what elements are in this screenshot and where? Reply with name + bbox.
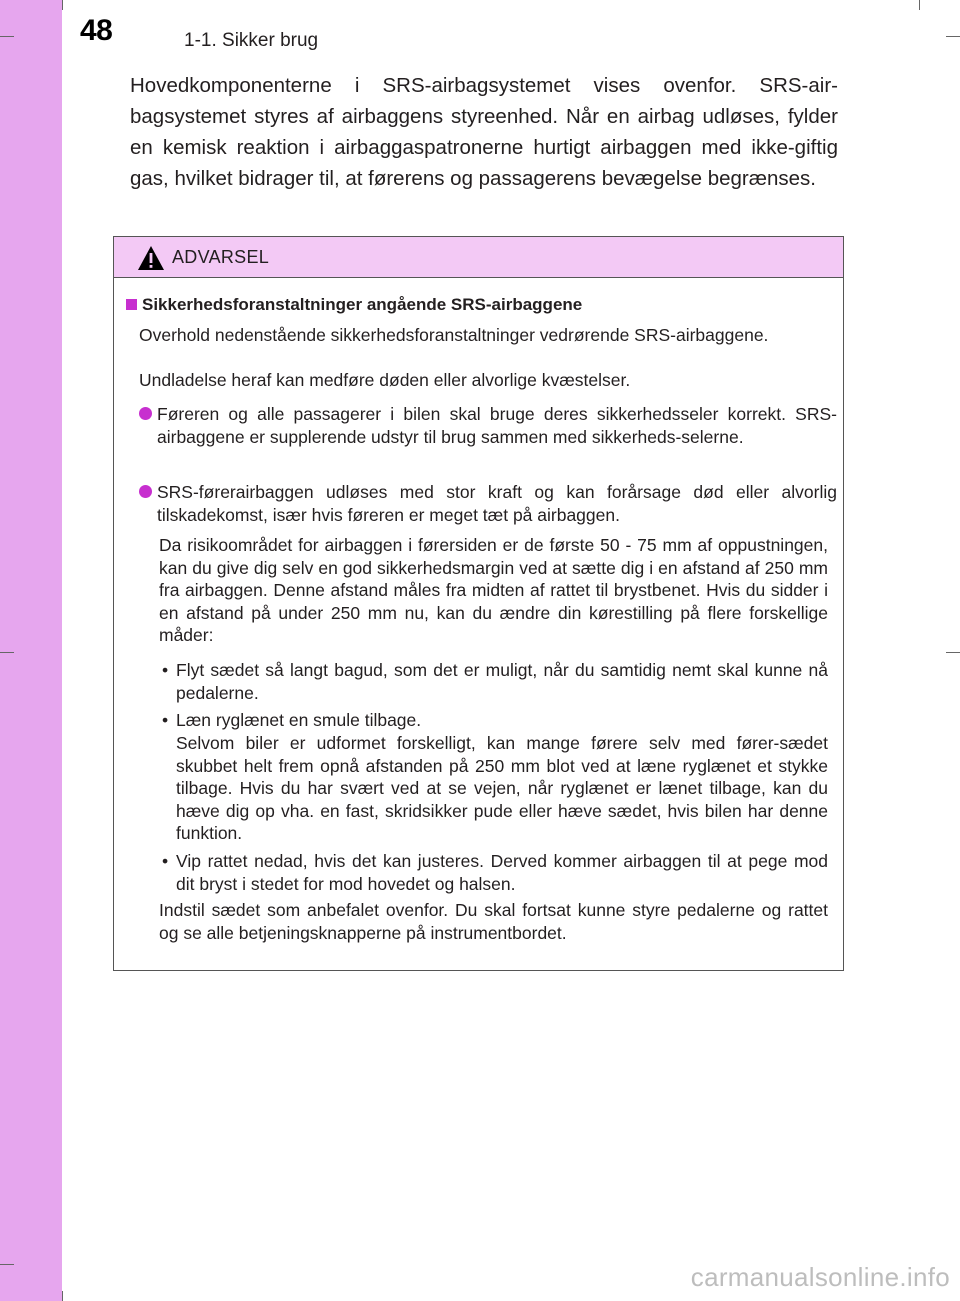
list-item: Læn ryglænet en smule tilbage.	[176, 710, 422, 730]
round-bullet-icon	[139, 407, 152, 420]
warning-heading	[126, 295, 582, 315]
list-bullet: •	[162, 710, 169, 730]
list-item: Flyt sædet så langt bagud, som det er muligt, når du samtidig nemt skal kunne nå pedalerne.	[176, 660, 828, 703]
warning-intro-2: Undladelse heraf kan medføre døden eller alvorlige kvæstelser.	[139, 370, 631, 390]
crop-mark	[0, 652, 14, 653]
warning-title: ADVARSEL	[172, 247, 270, 267]
warning-triangle-icon	[137, 245, 165, 271]
crop-mark	[946, 652, 960, 653]
square-bullet-icon	[126, 299, 137, 310]
list-bullet: •	[162, 851, 169, 871]
crop-mark	[946, 36, 960, 37]
warning-header	[114, 237, 843, 278]
intro-paragraph: Hovedkomponenterne i SRS-airbagsystemet vises ovenfor. SRS-air-bagsystemet styres af airbaggens styreenhed. Når en airbag udløses, fylder en kemisk reaktion i airbaggaspatronerne hurtigt airbaggen med ikke-giftig gas, hvilket bidrager til, at førerens og passagerens bevægelse begrænses.	[130, 74, 838, 190]
crop-mark	[919, 0, 920, 10]
warning-bullet-1: Føreren og alle passagerer i bilen skal bruge deres sikkerhedsseler korrekt. SRS-airbaggene er supplerende udstyr til brug sammen med sikkerheds-selerne.	[157, 404, 837, 447]
crop-mark	[0, 1264, 14, 1265]
side-color-band	[0, 0, 62, 1301]
section-title: 1-1. Sikker brug	[184, 30, 319, 51]
warning-box	[113, 236, 844, 971]
watermark: carmanualsonline.info	[690, 1262, 950, 1292]
page-number: 48	[80, 14, 113, 47]
warning-bullet-2: SRS-førerairbaggen udløses med stor kraft og kan forårsage død eller alvorlig tilskadekomst, især hvis føreren er meget tæt på airbaggen.	[157, 482, 837, 525]
warning-detail: Da risikoområdet for airbaggen i førersiden er de første 50 - 75 mm af oppustningen, kan du give dig selv en god sikkerhedsmargin ved at sætte dig i en afstand af 250 mm fra airbaggen. Denne afstand måles fra midten af rattet til brystbenet. Hvis du sidder i en afstand på under 250 mm nu, kan du ændre din kørestilling på flere forskellige måder:	[159, 535, 828, 645]
list-bullet: •	[162, 660, 169, 680]
round-bullet-icon	[139, 485, 152, 498]
warning-closing: Indstil sædet som anbefalet ovenfor. Du skal fortsat kunne styre pedalerne og rattet og se alle betjeningsknapperne på instrumentbordet.	[159, 900, 828, 943]
list-item-detail: Selvom biler er udformet forskelligt, kan mange førere selv med fører-sædet skubbet helt frem opnå afstanden på 250 mm blot ved at læne ryglænet et stykke tilbage. Hvis du har svært ved at se vejen, når ryglænet er lænet tilbage, kan du hæve dig op vha. en fast, skridsikker pude eller hæve sædet, hvis bilen har denne funktion.	[176, 733, 828, 843]
crop-mark	[0, 36, 14, 37]
crop-mark	[62, 0, 63, 10]
crop-mark	[62, 1291, 63, 1301]
warning-intro-1: Overhold nedenstående sikkerhedsforanstaltninger vedrørende SRS-airbaggene.	[139, 325, 769, 345]
list-item: Vip rattet nedad, hvis det kan justeres. Derved kommer airbaggen til at pege mod dit bryst i stedet for mod hovedet og halsen.	[176, 851, 828, 894]
warning-heading-text: Sikkerhedsforanstaltninger angående SRS-airbaggene	[142, 295, 583, 314]
